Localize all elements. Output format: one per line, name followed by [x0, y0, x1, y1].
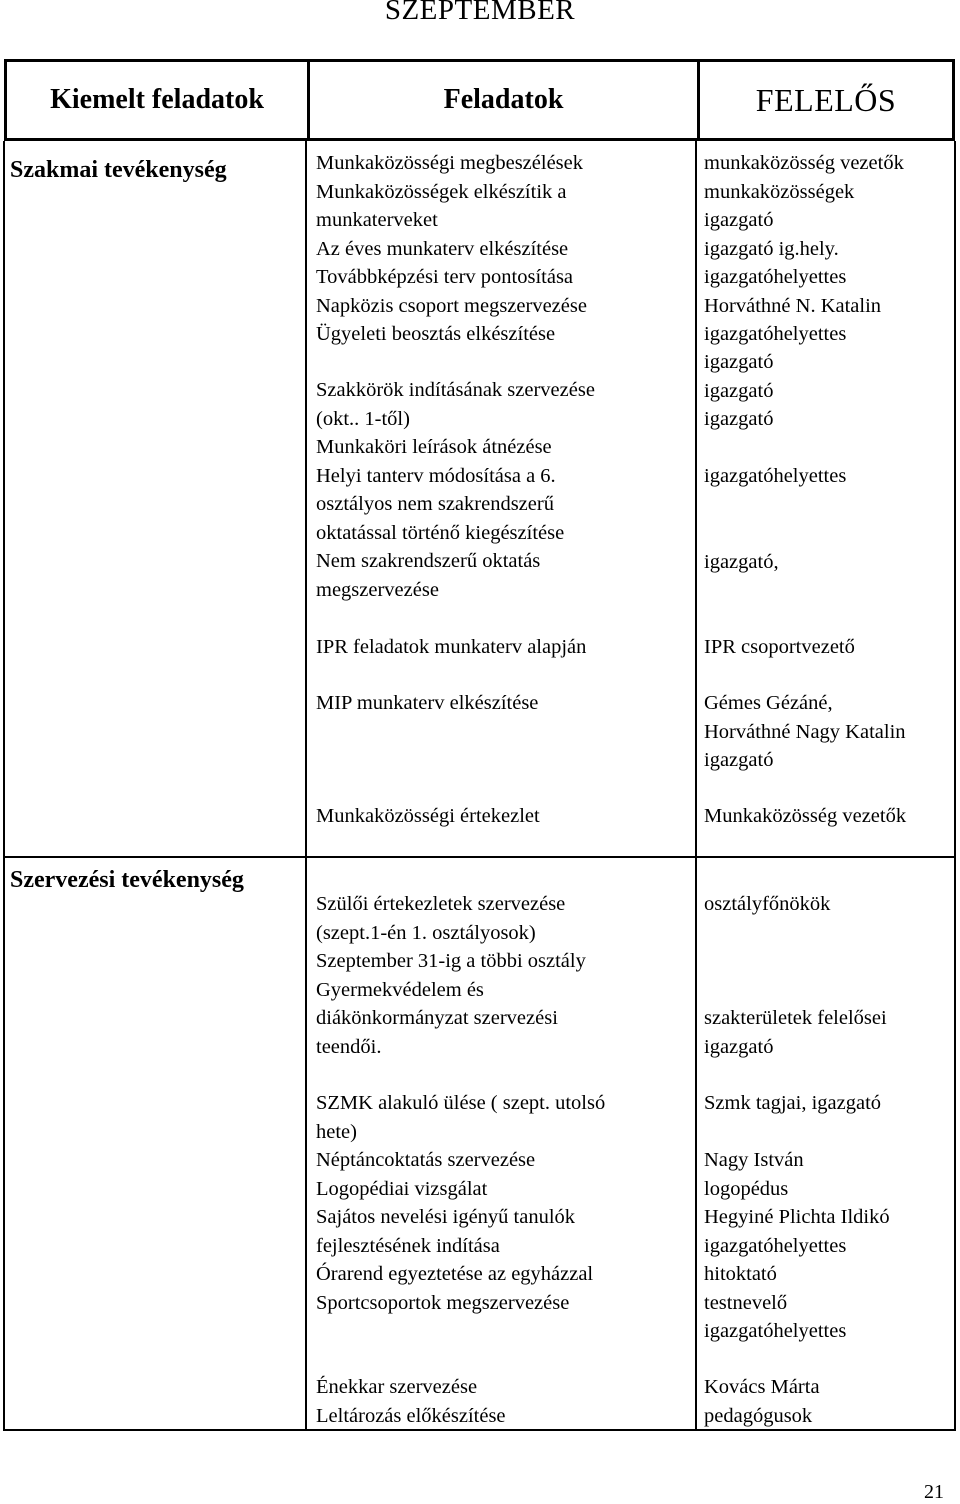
responsible-list — [704, 633, 855, 662]
task-line: munkaterveket — [316, 209, 438, 231]
responsible-line: munkaközösség vezetők — [704, 152, 904, 174]
responsible-line: igazgató, — [704, 550, 779, 573]
table-border-left — [3, 141, 5, 1431]
responsible-line: pedagógusok — [704, 1404, 813, 1427]
responsible-line — [704, 1118, 890, 1147]
responsible-line: munkaközösségek — [704, 180, 855, 203]
responsible-line: igazgató — [704, 351, 774, 373]
responsible-line: igazgatóhelyettes — [704, 1234, 847, 1257]
section-divider — [3, 856, 956, 858]
task-line: Néptáncoktatás szervezése — [316, 1149, 536, 1171]
task-line: Munkaközösségi megbeszélések — [316, 152, 583, 174]
responsible-line: igazgató — [704, 408, 774, 430]
responsible-line — [704, 976, 887, 1005]
header-cell-highlighted-tasks — [4, 59, 310, 141]
responsible-line: Hegyiné Plichta Ildikó — [704, 1206, 890, 1228]
responsible-line: igazgató — [704, 209, 774, 231]
task-list — [316, 689, 538, 718]
task-line: Szakkörök indításának szervezése — [316, 379, 595, 401]
task-list — [316, 149, 587, 349]
responsible-line: Gémes Gézáné, — [704, 692, 833, 714]
responsible-line — [704, 519, 846, 548]
task-line: (szept.1-én 1. osztályosok) — [316, 921, 536, 944]
table-divider-col2 — [695, 141, 697, 1431]
responsible-line: hitoktató — [704, 1263, 777, 1285]
responsible-line: testnevelő — [704, 1291, 788, 1314]
responsible-list — [704, 1373, 820, 1430]
section-category: Szervezési tevékenység — [10, 867, 244, 893]
task-list — [316, 633, 586, 662]
responsible-line: Munkaközösség vezetők — [704, 805, 907, 827]
responsible-list — [704, 149, 904, 349]
task-line: Ügyeleti beosztás elkészítése — [316, 323, 556, 345]
responsible-line: igazgató — [704, 379, 774, 402]
task-line: Logopédiai vizsgálat — [316, 1177, 488, 1200]
task-line: oktatással történő kiegészítése — [316, 521, 565, 544]
task-line: (okt.. 1-től) — [316, 407, 410, 430]
header-label: Feladatok — [443, 84, 564, 115]
responsible-line: szakterületek felelősei — [704, 1007, 887, 1029]
responsible-line: Kovács Márta — [704, 1376, 820, 1398]
table-border-right — [954, 141, 956, 1431]
responsible-line: igazgatóhelyettes — [704, 266, 847, 288]
task-line: Napközis csoport megszervezése — [316, 294, 587, 317]
responsible-line: igazgató — [704, 1035, 774, 1058]
task-line: Helyi tanterv módosítása a 6. — [316, 464, 556, 487]
responsible-line — [704, 491, 846, 520]
header-label: Kiemelt feladatok — [50, 84, 264, 115]
task-line: Nem szakrendszerű oktatás — [316, 550, 541, 572]
task-list — [316, 890, 586, 1061]
responsible-line: igazgatóhelyettes — [704, 1320, 847, 1342]
task-line: megszervezése — [316, 578, 439, 601]
responsible-line — [704, 434, 846, 463]
header-cell-responsible — [697, 59, 955, 141]
responsible-list — [704, 348, 846, 576]
page-title: SZEPTEMBER — [384, 0, 576, 26]
task-line: Szeptember 31-ig a többi osztály — [316, 950, 586, 972]
task-line: teendői. — [316, 1035, 382, 1058]
table-header-row — [4, 59, 952, 141]
responsible-line: igazgatóhelyettes — [704, 323, 847, 345]
task-line: osztályos nem szakrendszerű — [316, 493, 554, 515]
page-number: 21 — [924, 1481, 944, 1503]
responsible-line — [704, 947, 887, 976]
task-line: MIP munkaterv elkészítése — [316, 692, 539, 714]
task-line: hete) — [316, 1120, 357, 1143]
task-line: Gyermekvédelem és — [316, 978, 484, 1001]
responsible-line: logopédus — [704, 1177, 789, 1200]
task-line: Énekkar szervezése — [316, 1376, 478, 1398]
task-line: Órarend egyeztetése az egyházzal — [316, 1263, 594, 1285]
task-line: fejlesztésének indítása — [316, 1234, 500, 1257]
header-label: FELELŐS — [755, 82, 897, 118]
task-list — [316, 802, 540, 831]
responsible-line — [704, 919, 887, 948]
header-cell-tasks — [307, 59, 700, 141]
task-line: diákönkormányzat szervezési — [316, 1007, 558, 1029]
task-line: IPR feladatok munkaterv alapján — [316, 636, 587, 658]
task-line: Az éves munkaterv elkészítése — [316, 237, 569, 260]
responsible-line: IPR csoportvezető — [704, 636, 855, 658]
responsible-line: igazgató — [704, 749, 774, 771]
section-category: Szakmai tevékenység — [10, 157, 227, 183]
task-line: Sajátos nevelési igényű tanulók — [316, 1206, 576, 1228]
task-line: Munkaköri leírások átnézése — [316, 436, 552, 458]
responsible-line: osztályfőnökök — [704, 893, 831, 915]
task-line: Munkaközösségek elkészítik a — [316, 180, 567, 203]
task-line: Továbbképzési terv pontosítása — [316, 266, 574, 288]
table-divider-col1 — [305, 141, 307, 1431]
responsible-list — [704, 1089, 890, 1346]
responsible-line: Horváthné Nagy Katalin — [704, 720, 906, 743]
task-line: Szülői értekezletek szervezése — [316, 893, 566, 915]
responsible-line: Szmk tagjai, igazgató — [704, 1092, 882, 1114]
responsible-list — [704, 689, 906, 775]
responsible-list — [704, 802, 906, 831]
task-line: Munkaközösségi értekezlet — [316, 805, 540, 827]
task-list — [316, 376, 595, 604]
responsible-line: igazgatóhelyettes — [704, 465, 847, 487]
responsible-line: Nagy István — [704, 1149, 804, 1171]
responsible-list — [704, 890, 887, 1061]
task-line: SZMK alakuló ülése ( szept. utolsó — [316, 1092, 606, 1114]
responsible-line: igazgató ig.hely. — [704, 237, 839, 260]
task-line: Leltározás előkészítése — [316, 1404, 506, 1427]
responsible-line: Horváthné N. Katalin — [704, 294, 882, 317]
task-list — [316, 1089, 605, 1317]
task-list — [316, 1373, 506, 1430]
task-line: Sportcsoportok megszervezése — [316, 1291, 570, 1314]
